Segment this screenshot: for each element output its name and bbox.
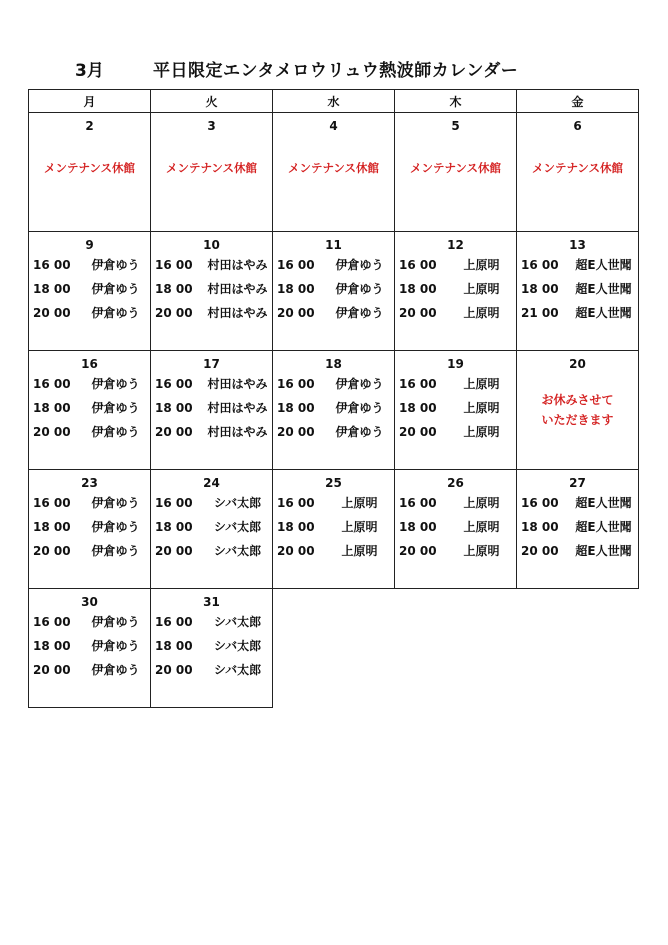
- day-cell: [273, 470, 395, 589]
- day-cell: [395, 113, 517, 232]
- performer-name: 伊倉ゆう: [91, 306, 140, 320]
- session-slot: [151, 515, 272, 539]
- session-time: 16 00: [155, 377, 193, 391]
- session-time: 18 00: [399, 282, 437, 296]
- performer-name: 上原明: [463, 377, 500, 391]
- day-number: 17: [203, 357, 220, 371]
- performer-name: 超E人世聞: [575, 496, 632, 510]
- page-title: [0, 52, 668, 82]
- day-cell: [151, 470, 273, 589]
- session-time: 20 00: [33, 544, 71, 558]
- performer-name: 伊倉ゆう: [91, 520, 140, 534]
- day-number: 6: [573, 119, 582, 133]
- session-slot: [29, 658, 150, 682]
- session-slot: [395, 396, 516, 420]
- session-time: 18 00: [33, 282, 71, 296]
- performer-name: 上原明: [463, 401, 500, 415]
- session-slot: [29, 253, 150, 277]
- weekday-header: 火: [151, 90, 273, 113]
- performer-name: 伊倉ゆう: [91, 663, 140, 677]
- day-cell: [151, 351, 273, 470]
- session-time: 16 00: [399, 377, 437, 391]
- performer-name: 上原明: [463, 520, 500, 534]
- session-time: 20 00: [399, 306, 437, 320]
- session-slot: [273, 372, 394, 396]
- week-row: [29, 232, 639, 351]
- session-time: 20 00: [33, 425, 71, 439]
- maintenance-notice: メンテナンス休館: [287, 161, 380, 175]
- session-time: 20 00: [277, 544, 315, 558]
- maintenance-notice: メンテナンス休館: [409, 161, 502, 175]
- session-slot: [151, 610, 272, 634]
- session-time: 16 00: [33, 258, 71, 272]
- day-number: 25: [325, 476, 342, 490]
- performer-name: 伊倉ゆう: [91, 377, 140, 391]
- day-number: 31: [203, 595, 220, 609]
- day-number: 11: [325, 238, 342, 252]
- session-slot: [273, 515, 394, 539]
- session-time: 20 00: [277, 306, 315, 320]
- session-time: 16 00: [277, 496, 315, 510]
- session-time: 21 00: [521, 306, 559, 320]
- performer-name: 伊倉ゆう: [335, 258, 384, 272]
- day-cell: [29, 470, 151, 589]
- day-number: 10: [203, 238, 220, 252]
- performer-name: シバ太郎: [213, 544, 262, 558]
- session-time: 16 00: [399, 496, 437, 510]
- day-cell: [517, 113, 639, 232]
- empty-cell: [395, 589, 517, 708]
- day-cell: [395, 470, 517, 589]
- session-slot: [273, 539, 394, 563]
- session-time: 16 00: [399, 258, 437, 272]
- day-number: 23: [81, 476, 98, 490]
- performer-name: 上原明: [463, 282, 500, 296]
- session-slot: [517, 539, 638, 563]
- day-number: 20: [569, 357, 586, 371]
- session-slot: [395, 539, 516, 563]
- session-time: 18 00: [33, 401, 71, 415]
- performer-name: 伊倉ゆう: [335, 282, 384, 296]
- performer-name: 伊倉ゆう: [335, 377, 384, 391]
- session-time: 18 00: [155, 401, 193, 415]
- performer-name: 上原明: [463, 544, 500, 558]
- holiday-notice-line: いただきます: [541, 413, 614, 427]
- day-cell: [395, 351, 517, 470]
- empty-cell: [517, 589, 639, 708]
- session-time: 20 00: [33, 306, 71, 320]
- session-time: 20 00: [399, 544, 437, 558]
- performer-name: 伊倉ゆう: [91, 615, 140, 629]
- session-slot: [395, 372, 516, 396]
- session-slot: [151, 658, 272, 682]
- session-slot: [517, 491, 638, 515]
- session-slot: [273, 491, 394, 515]
- day-cell: [273, 351, 395, 470]
- session-slot: [395, 253, 516, 277]
- performer-name: 村田はやみ: [207, 401, 268, 415]
- session-time: 20 00: [155, 544, 193, 558]
- session-slot: [517, 277, 638, 301]
- performer-name: シバ太郎: [213, 496, 262, 510]
- session-time: 16 00: [33, 496, 71, 510]
- performer-name: 村田はやみ: [207, 377, 268, 391]
- day-cell: [273, 113, 395, 232]
- session-time: 18 00: [277, 282, 315, 296]
- day-cell: [29, 113, 151, 232]
- performer-name: 伊倉ゆう: [91, 425, 140, 439]
- session-slot: [151, 253, 272, 277]
- day-number: 9: [85, 238, 94, 252]
- session-slot: [273, 277, 394, 301]
- session-time: 16 00: [277, 258, 315, 272]
- title-main: 平日限定エンタメロウリュウ熱波師カレンダー: [153, 61, 519, 81]
- title-month: 3月: [75, 61, 104, 81]
- maintenance-notice: メンテナンス休館: [165, 161, 258, 175]
- session-slot: [151, 396, 272, 420]
- session-slot: [273, 301, 394, 325]
- day-cell: [151, 232, 273, 351]
- maintenance-notice: メンテナンス休館: [531, 161, 624, 175]
- day-number: 5: [451, 119, 460, 133]
- session-time: 16 00: [521, 496, 559, 510]
- performer-name: 伊倉ゆう: [91, 496, 140, 510]
- performer-name: 上原明: [463, 258, 500, 272]
- holiday-notice-line: お休みさせて: [541, 393, 614, 407]
- session-time: 20 00: [155, 425, 193, 439]
- session-slot: [151, 634, 272, 658]
- session-time: 18 00: [399, 401, 437, 415]
- performer-name: 伊倉ゆう: [91, 639, 140, 653]
- session-time: 16 00: [277, 377, 315, 391]
- session-slot: [395, 515, 516, 539]
- session-time: 18 00: [155, 520, 193, 534]
- day-number: 3: [207, 119, 216, 133]
- day-number: 27: [569, 476, 586, 490]
- week-row: [29, 351, 639, 470]
- day-cell: [273, 232, 395, 351]
- performer-name: 伊倉ゆう: [91, 258, 140, 272]
- day-cell: [517, 470, 639, 589]
- performer-name: 伊倉ゆう: [91, 282, 140, 296]
- week-row: [29, 589, 639, 708]
- maintenance-notice: メンテナンス休館: [43, 161, 136, 175]
- day-number: 16: [81, 357, 98, 371]
- performer-name: シバ太郎: [213, 615, 262, 629]
- session-slot: [517, 253, 638, 277]
- day-number: 26: [447, 476, 464, 490]
- day-number: 30: [81, 595, 98, 609]
- week-row: [29, 113, 639, 232]
- day-cell: [29, 589, 151, 708]
- day-number: 2: [85, 119, 94, 133]
- session-time: 16 00: [33, 615, 71, 629]
- session-slot: [151, 420, 272, 444]
- session-time: 16 00: [155, 258, 193, 272]
- performer-name: 上原明: [341, 520, 378, 534]
- session-slot: [151, 372, 272, 396]
- performer-name: 超E人世聞: [575, 520, 632, 534]
- day-cell: [517, 232, 639, 351]
- performer-name: シバ太郎: [213, 520, 262, 534]
- day-number: 4: [329, 119, 338, 133]
- performer-name: 村田はやみ: [207, 282, 268, 296]
- performer-name: シバ太郎: [213, 663, 262, 677]
- session-time: 20 00: [521, 544, 559, 558]
- weekday-header: 月: [29, 90, 151, 113]
- performer-name: 上原明: [341, 496, 378, 510]
- session-time: 18 00: [277, 401, 315, 415]
- day-cell: [151, 589, 273, 708]
- session-time: 18 00: [521, 282, 559, 296]
- performer-name: シバ太郎: [213, 639, 262, 653]
- day-cell: [151, 113, 273, 232]
- performer-name: 上原明: [463, 425, 500, 439]
- session-time: 20 00: [33, 663, 71, 677]
- session-slot: [29, 610, 150, 634]
- performer-name: 伊倉ゆう: [335, 401, 384, 415]
- performer-name: 村田はやみ: [207, 425, 268, 439]
- session-slot: [273, 253, 394, 277]
- session-slot: [29, 515, 150, 539]
- performer-name: 超E人世聞: [575, 306, 632, 320]
- day-number: 24: [203, 476, 220, 490]
- weekday-header: 金: [517, 90, 639, 113]
- session-slot: [273, 420, 394, 444]
- session-time: 18 00: [277, 520, 315, 534]
- session-slot: [517, 301, 638, 325]
- session-time: 18 00: [33, 639, 71, 653]
- session-time: 20 00: [155, 663, 193, 677]
- day-cell: [29, 351, 151, 470]
- session-time: 18 00: [399, 520, 437, 534]
- day-number: 13: [569, 238, 586, 252]
- performer-name: 超E人世聞: [575, 258, 632, 272]
- holiday-notice: [517, 390, 638, 430]
- performer-name: 伊倉ゆう: [91, 544, 140, 558]
- session-time: 20 00: [155, 306, 193, 320]
- performer-name: 超E人世聞: [575, 544, 632, 558]
- calendar-body: [29, 113, 639, 708]
- session-slot: [29, 372, 150, 396]
- performer-name: 村田はやみ: [207, 258, 268, 272]
- session-slot: [151, 539, 272, 563]
- day-cell: [517, 351, 639, 470]
- session-slot: [29, 277, 150, 301]
- session-time: 16 00: [33, 377, 71, 391]
- session-slot: [151, 301, 272, 325]
- session-slot: [29, 396, 150, 420]
- session-time: 16 00: [155, 615, 193, 629]
- weekday-header-row: [29, 90, 639, 113]
- session-time: 16 00: [521, 258, 559, 272]
- session-slot: [29, 539, 150, 563]
- session-slot: [151, 491, 272, 515]
- session-slot: [29, 420, 150, 444]
- session-time: 18 00: [155, 282, 193, 296]
- day-number: 19: [447, 357, 464, 371]
- session-time: 16 00: [155, 496, 193, 510]
- performer-name: 伊倉ゆう: [91, 401, 140, 415]
- weekday-header: 木: [395, 90, 517, 113]
- performer-name: 上原明: [341, 544, 378, 558]
- session-time: 18 00: [155, 639, 193, 653]
- performer-name: 村田はやみ: [207, 306, 268, 320]
- session-time: 18 00: [521, 520, 559, 534]
- performer-name: 上原明: [463, 306, 500, 320]
- day-number: 12: [447, 238, 464, 252]
- session-slot: [395, 301, 516, 325]
- session-slot: [395, 491, 516, 515]
- week-row: [29, 470, 639, 589]
- session-slot: [29, 634, 150, 658]
- session-slot: [273, 396, 394, 420]
- session-slot: [395, 277, 516, 301]
- empty-cell: [273, 589, 395, 708]
- session-slot: [151, 277, 272, 301]
- session-slot: [395, 420, 516, 444]
- day-cell: [395, 232, 517, 351]
- session-slot: [29, 301, 150, 325]
- session-time: 18 00: [33, 520, 71, 534]
- performer-name: 上原明: [463, 496, 500, 510]
- performer-name: 伊倉ゆう: [335, 306, 384, 320]
- day-cell: [29, 232, 151, 351]
- session-time: 20 00: [277, 425, 315, 439]
- session-slot: [517, 515, 638, 539]
- performer-name: 超E人世聞: [575, 282, 632, 296]
- performer-name: 伊倉ゆう: [335, 425, 384, 439]
- session-slot: [29, 491, 150, 515]
- weekday-header: 水: [273, 90, 395, 113]
- session-time: 20 00: [399, 425, 437, 439]
- calendar-table: [28, 89, 639, 708]
- day-number: 18: [325, 357, 342, 371]
